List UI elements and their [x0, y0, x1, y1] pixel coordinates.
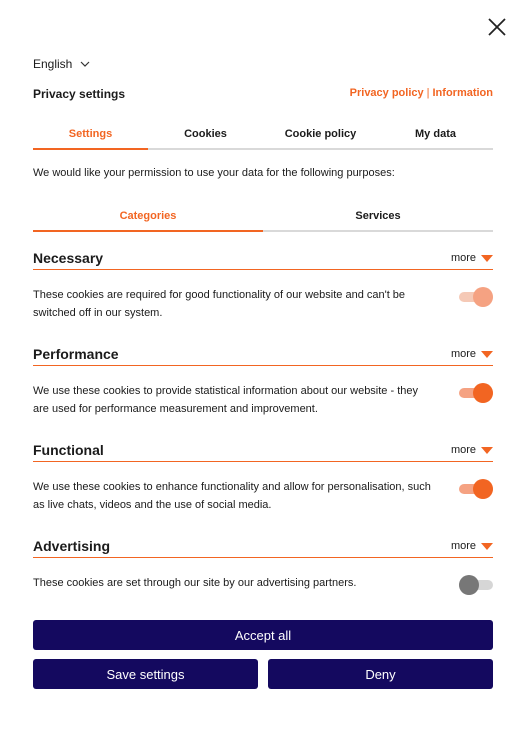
page-title: Privacy settings — [33, 87, 126, 101]
toggle-knob — [473, 287, 493, 307]
link-separator: | — [426, 87, 430, 99]
sub-tabs — [33, 210, 493, 232]
save-settings-button[interactable]: Save settings — [33, 659, 258, 689]
category-functional — [33, 439, 493, 514]
triangle-down-icon — [481, 351, 493, 358]
category-description: These cookies are set through our site by our advertising partners. — [33, 577, 357, 589]
close-button[interactable] — [486, 16, 508, 38]
necessary-toggle[interactable] — [459, 286, 493, 308]
tab-settings[interactable]: Settings — [33, 128, 148, 148]
triangle-down-icon — [481, 543, 493, 550]
category-title: Performance — [33, 346, 119, 362]
category-title: Functional — [33, 442, 104, 458]
more-toggle[interactable] — [451, 444, 493, 456]
more-label: more — [450, 444, 476, 456]
functional-toggle[interactable] — [459, 478, 493, 500]
tab-my-data[interactable]: My data — [415, 128, 456, 140]
tab-cookies[interactable]: Cookies — [184, 128, 227, 140]
category-title: Advertising — [33, 538, 111, 554]
language-selector[interactable] — [33, 57, 90, 71]
category-performance — [33, 343, 493, 418]
category-description: We use these cookies to enhance functionality and allow for personalisation, such as live chats, videos and the use of social media. — [33, 481, 431, 511]
category-title: Necessary — [33, 250, 104, 266]
category-description: These cookies are required for good functionality of our website and can't be switched off in our system. — [33, 289, 406, 319]
triangle-down-icon — [481, 255, 493, 262]
category-description: We use these cookies to provide statistical information about our website - they are used for performance measurement and improvement. — [33, 385, 418, 415]
chevron-down-icon — [80, 61, 90, 68]
main-tabs — [33, 128, 493, 150]
tab-cookie-policy[interactable]: Cookie policy — [284, 128, 357, 140]
toggle-knob — [459, 575, 479, 595]
more-toggle[interactable] — [451, 540, 493, 552]
close-icon — [486, 16, 508, 38]
intro-text: We would like your permission to use your data for the following purposes: — [33, 167, 395, 179]
accept-all-button[interactable]: Accept all — [33, 620, 493, 650]
performance-toggle[interactable] — [459, 382, 493, 404]
triangle-down-icon — [481, 447, 493, 454]
more-label: more — [450, 252, 476, 264]
deny-button[interactable]: Deny — [268, 659, 493, 689]
category-necessary — [33, 247, 493, 322]
more-toggle[interactable] — [451, 348, 493, 360]
tab-services[interactable]: Services — [355, 210, 401, 222]
category-advertising — [33, 535, 493, 596]
category-header — [33, 535, 493, 558]
more-label: more — [450, 348, 476, 360]
advertising-toggle[interactable] — [459, 574, 493, 596]
category-header — [33, 247, 493, 270]
tab-categories[interactable]: Categories — [33, 210, 263, 230]
toggle-knob — [473, 383, 493, 403]
toggle-knob — [473, 479, 493, 499]
header-links — [350, 87, 493, 99]
privacy-policy-link[interactable]: Privacy policy — [349, 87, 424, 99]
category-header — [33, 343, 493, 366]
more-label: more — [450, 540, 476, 552]
information-link[interactable]: Information — [432, 87, 493, 99]
more-toggle[interactable] — [451, 252, 493, 264]
category-header — [33, 439, 493, 462]
language-label: English — [33, 57, 73, 71]
